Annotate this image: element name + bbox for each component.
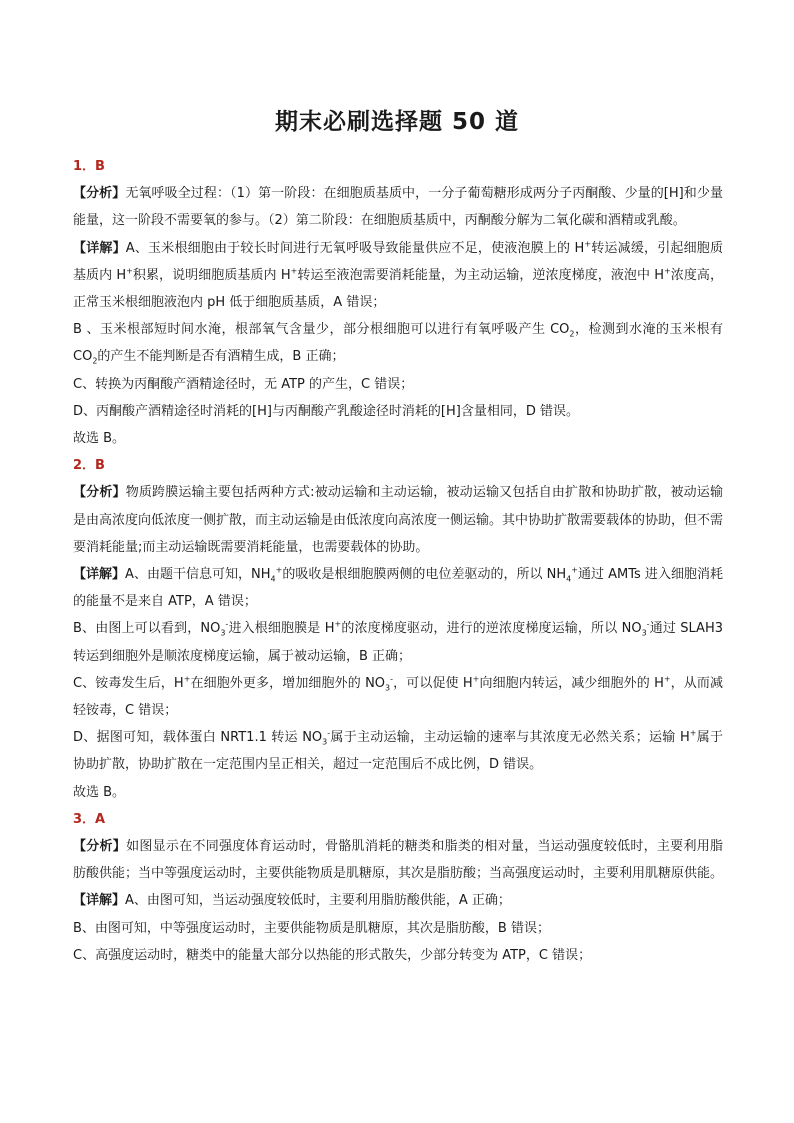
superscript: -: [646, 620, 650, 630]
answer-number: [73, 153, 723, 180]
answer-number-label: 3．A: [73, 811, 106, 827]
detail-tag: 【详解】: [73, 240, 126, 256]
subscript: 2: [569, 329, 575, 339]
option-a-text: 通过 AMTs 进入细胞消耗的能量不是来自 ATP，A 错误；: [73, 567, 723, 610]
subscript: 3: [322, 737, 328, 747]
subscript: 4: [270, 574, 276, 584]
answer-number-label: 1．B: [73, 159, 105, 174]
option-b-paragraph: B、由图可知，中等强度运动时，主要供能物质是肌糖原，其次是脂肪酸，B 错误；: [73, 920, 550, 936]
option-a-text: 的吸收是根细胞膜两侧的电位差驱动的，所以 NH: [282, 567, 567, 583]
option-b-text: 的产生不能判断是否有酒精生成，B 正确；: [97, 349, 345, 365]
option-a-text: 积累，说明细胞质基质内 H: [132, 267, 291, 283]
answer-content: [73, 153, 723, 969]
detail-tag: 【详解】: [73, 893, 126, 909]
superscript: -: [327, 728, 331, 738]
conclusion: 故选 B。: [73, 431, 126, 447]
analysis-text: 如图显示在不同强度体育运动时，骨骼肌消耗的糖类和脂类的相对量，当运动强度较低时，主要利用脂肪酸供能；当中等强度运动时，主要供能物质是肌糖原，其次是脂肪酸；当高强度运动时，主要利用肌糖原供能。: [73, 839, 724, 882]
analysis-tag: 【分析】: [73, 485, 126, 501]
superscript: +: [664, 266, 671, 276]
option-c-text: 向细胞内转运，减少细胞外的 H: [479, 675, 664, 691]
option-d-text: 属于协助扩散，协助扩散在一定范围内呈正相关，超过一定范围后不成比例，D 错误。: [73, 730, 723, 773]
option-b-text: 通过 SLAH3 转运到细胞外是顺浓度梯度运输，属于被动运输，B 正确；: [73, 621, 723, 664]
detail-paragraph: [73, 235, 723, 317]
analysis-paragraph: [73, 479, 723, 561]
answer-number: [73, 452, 723, 479]
option-b-text: B、由图上可以看到，NO: [73, 621, 221, 637]
option-b-text: ，检测到水淹的玉米根有 CO: [73, 322, 723, 365]
analysis-paragraph: [73, 180, 723, 234]
superscript: +: [663, 674, 671, 684]
analysis-text: 物质跨膜运输主要包括两种方式:被动运输和主动运输，被动运输又包括自由扩散和协助扩散，被动运输是由高浓度向低浓度一侧扩散，而主动运输是由低浓度向高浓度一侧运输。其中协助扩散需要载体的协助，但不需要消耗能量;而主动运输既需要消耗能量，也需要载体的协助。: [73, 485, 724, 555]
option-a-text: A、由图可知，当运动强度较低时，主要利用脂肪酸供能，A 正确；: [125, 893, 511, 909]
option-b-text: 的浓度梯度驱动，进行的逆浓度梯度运输，所以 NO: [341, 621, 642, 637]
analysis-text: 无氧呼吸全过程：（1）第一阶段：在细胞质基质中，一分子葡萄糖形成两分子丙酮酸、少量的[H]和少量能量，这一阶段不需要氧的参与。（2）第二阶段：在细胞质基质中，丙酮酸分解为二氧化碳和酒精或乳酸。: [73, 186, 723, 229]
subscript: 3: [641, 629, 647, 639]
subscript: 3: [385, 683, 391, 693]
superscript: -: [390, 674, 394, 684]
option-a-text: 转运至液泡需要消耗能量，为主动运输，逆浓度梯度，液泡中 H: [297, 267, 665, 283]
answer-number-label: 2．B: [73, 458, 105, 474]
option-d-paragraph: [73, 724, 723, 778]
detail-paragraph: [73, 561, 723, 615]
detail-tag: 【详解】: [73, 567, 126, 583]
analysis-tag: 【分析】: [73, 839, 127, 855]
subscript: 4: [566, 574, 572, 584]
conclusion: 故选 B。: [73, 784, 126, 800]
option-c-text: 在细胞外更多，增加细胞外的 NO: [190, 675, 386, 691]
option-c-paragraph: [73, 670, 723, 724]
superscript: +: [126, 266, 133, 276]
option-b-text: 进入根细胞膜是 H: [228, 621, 335, 637]
option-d-paragraph: D、丙酮酸产酒精途径时消耗的[H]与丙酮酸产乳酸途径时消耗的[H]含量相同，D 错误。: [73, 403, 579, 419]
analysis-tag: 【分析】: [73, 186, 126, 202]
option-b-paragraph: [73, 316, 723, 370]
option-d-text: 属于主动运输，主动运输的速率与其浓度无必然关系；运输 H: [330, 730, 690, 746]
option-a-text: A、玉米根细胞由于较长时间进行无氧呼吸导致能量供应不足，使液泡膜上的 H: [125, 240, 585, 256]
page-title: 期末必刷选择题 50 道: [274, 109, 520, 135]
superscript: +: [275, 565, 283, 575]
superscript: +: [334, 620, 342, 630]
answer-number: [73, 806, 723, 833]
superscript: +: [571, 565, 578, 575]
superscript: -: [225, 620, 229, 630]
option-c-paragraph: C、高强度运动时，糖类中的能量大部分以热能的形式散失，少部分转变为 ATP，C 错误；: [73, 947, 592, 963]
option-a-text: 转运减缓，引起细胞质基质内 H: [73, 240, 723, 283]
detail-paragraph: [73, 887, 723, 914]
option-b-text: B 、玉米根部短时间水淹，根部氧气含量少，部分根细胞可以进行有氧呼吸产生 CO: [73, 322, 570, 338]
option-c-text: C、铵毒发生后，H: [73, 675, 184, 691]
superscript: +: [183, 674, 191, 684]
option-a-text: 浓度高，正常玉米根细胞液泡内 pH 低于细胞质基质，A 错误；: [73, 267, 723, 311]
analysis-paragraph: [73, 833, 723, 887]
option-a-text: A、由题干信息可知，NH: [125, 567, 271, 583]
option-c-text: ，从而减轻铵毒，C 错误；: [73, 675, 723, 719]
subscript: 3: [220, 629, 226, 639]
option-d-text: D、据图可知，载体蛋白 NRT1.1 转运 NO: [73, 730, 323, 746]
option-c-paragraph: C、转换为丙酮酸产酒精途径时，无 ATP 的产生，C 错误；: [73, 376, 414, 392]
superscript: +: [290, 266, 298, 276]
superscript: +: [689, 728, 697, 738]
superscript: +: [584, 239, 592, 249]
option-c-text: ，可以促使 H: [393, 675, 473, 691]
subscript: 2: [92, 357, 98, 367]
superscript: +: [472, 674, 480, 684]
option-b-paragraph: [73, 615, 723, 669]
